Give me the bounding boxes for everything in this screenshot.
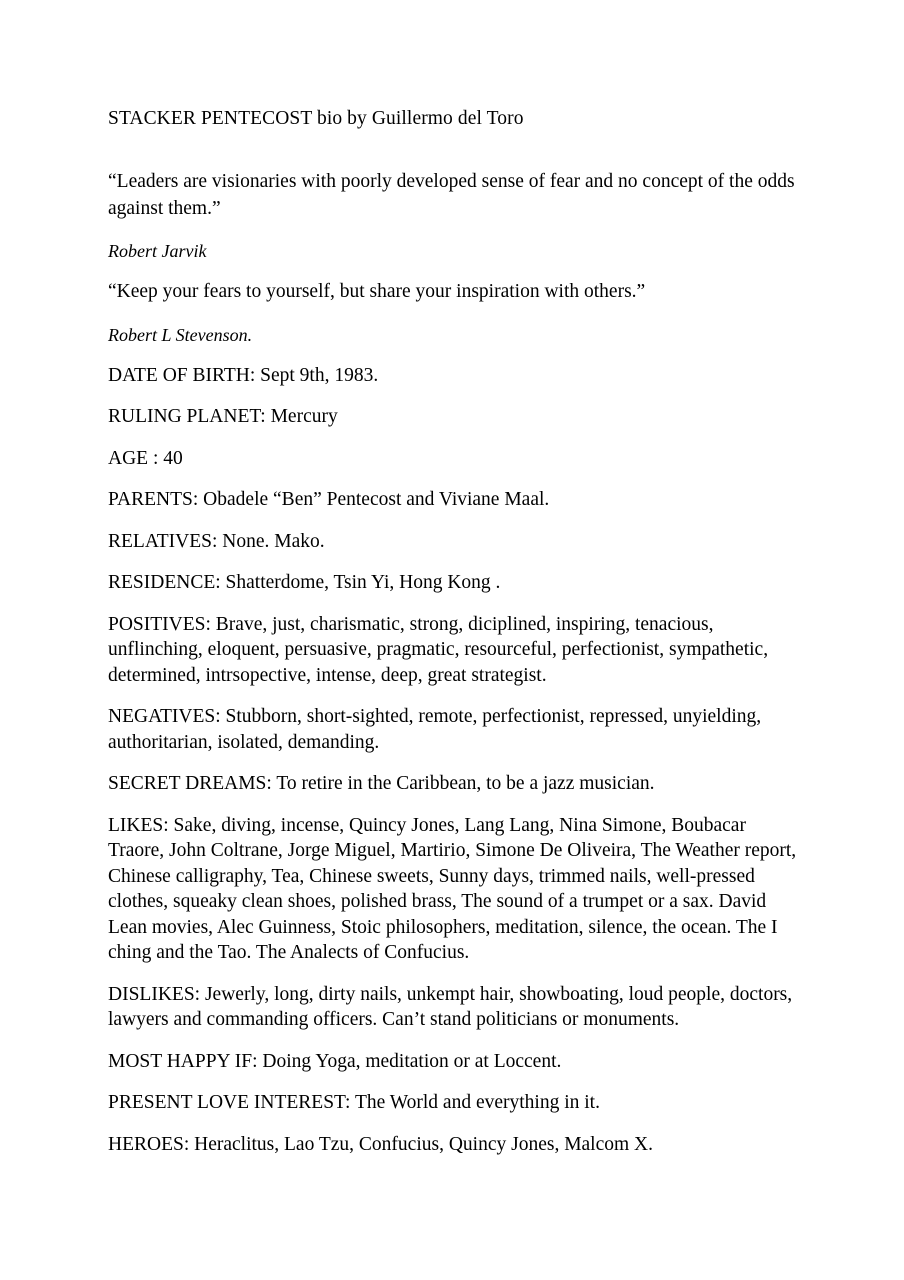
field-dislikes: DISLIKES: Jewerly, long, dirty nails, unkempt hair, showboating, loud people, doctors, lawyers and commanding officers. Can’t stand politicians or monuments. <box>108 983 793 1030</box>
field-likes: LIKES: Sake, diving, incense, Quincy Jones, Lang Lang, Nina Simone, Boubacar Traore, John Coltrane, Jorge Miguel, Martirio, Simone De Oliveira, The Weather report, Chinese calligraphy, Tea, Chinese sweets, Sunny days, trimmed nails, well-pressed clothes, squeaky clean shoes, polished brass, The sound of a trumpet or a sax. David Lean movies, Alec Guinness, Stoic philosophers, meditation, silence, the ocean. The I ching and the Tao. The Analects of Confucius. <box>108 814 797 963</box>
field-date-of-birth: DATE OF BIRTH: Sept 9th, 1983. <box>108 364 379 386</box>
quote-text-2: “Keep your fears to yourself, but share your inspiration with others.” <box>108 281 646 302</box>
field-residence: RESIDENCE: Shatterdome, Tsin Yi, Hong Kong . <box>108 572 501 593</box>
quote-attribution-1: Robert Jarvik <box>108 241 207 261</box>
quote-text-1: “Leaders are visionaries with poorly developed sense of fear and no concept of the odds against them.” <box>108 171 795 219</box>
field-heroes: HEROES: Heraclitus, Lao Tzu, Confucius, Quincy Jones, Malcom X. <box>108 1133 654 1155</box>
field-secret-dreams: SECRET DREAMS: To retire in the Caribbean, to be a jazz musician. <box>108 773 655 794</box>
field-age: AGE : 40 <box>108 447 183 469</box>
field-relatives: RELATIVES: None. Mako. <box>108 530 325 552</box>
page-title: STACKER PENTECOST bio by Guillermo del Toro <box>108 108 524 129</box>
field-present-love-interest: PRESENT LOVE INTEREST: The World and everything in it. <box>108 1092 600 1113</box>
field-ruling-planet: RULING PLANET: Mercury <box>108 406 338 427</box>
field-negatives: NEGATIVES: Stubborn, short-sighted, remote, perfectionist, repressed, unyielding, authoritarian, isolated, demanding. <box>108 706 762 753</box>
field-parents: PARENTS: Obadele “Ben” Pentecost and Viviane Maal. <box>108 489 550 510</box>
document-body <box>108 106 798 1173</box>
field-most-happy-if: MOST HAPPY IF: Doing Yoga, meditation or at Loccent. <box>108 1050 562 1072</box>
quote-attribution-2: Robert L Stevenson. <box>108 324 253 345</box>
field-positives: POSITIVES: Brave, just, charismatic, strong, diciplined, inspiring, tenacious, unflinching, eloquent, persuasive, pragmatic, resourceful, perfectionist, sympathetic, determined, intrsopective, intense, deep, great strategist. <box>108 613 769 686</box>
